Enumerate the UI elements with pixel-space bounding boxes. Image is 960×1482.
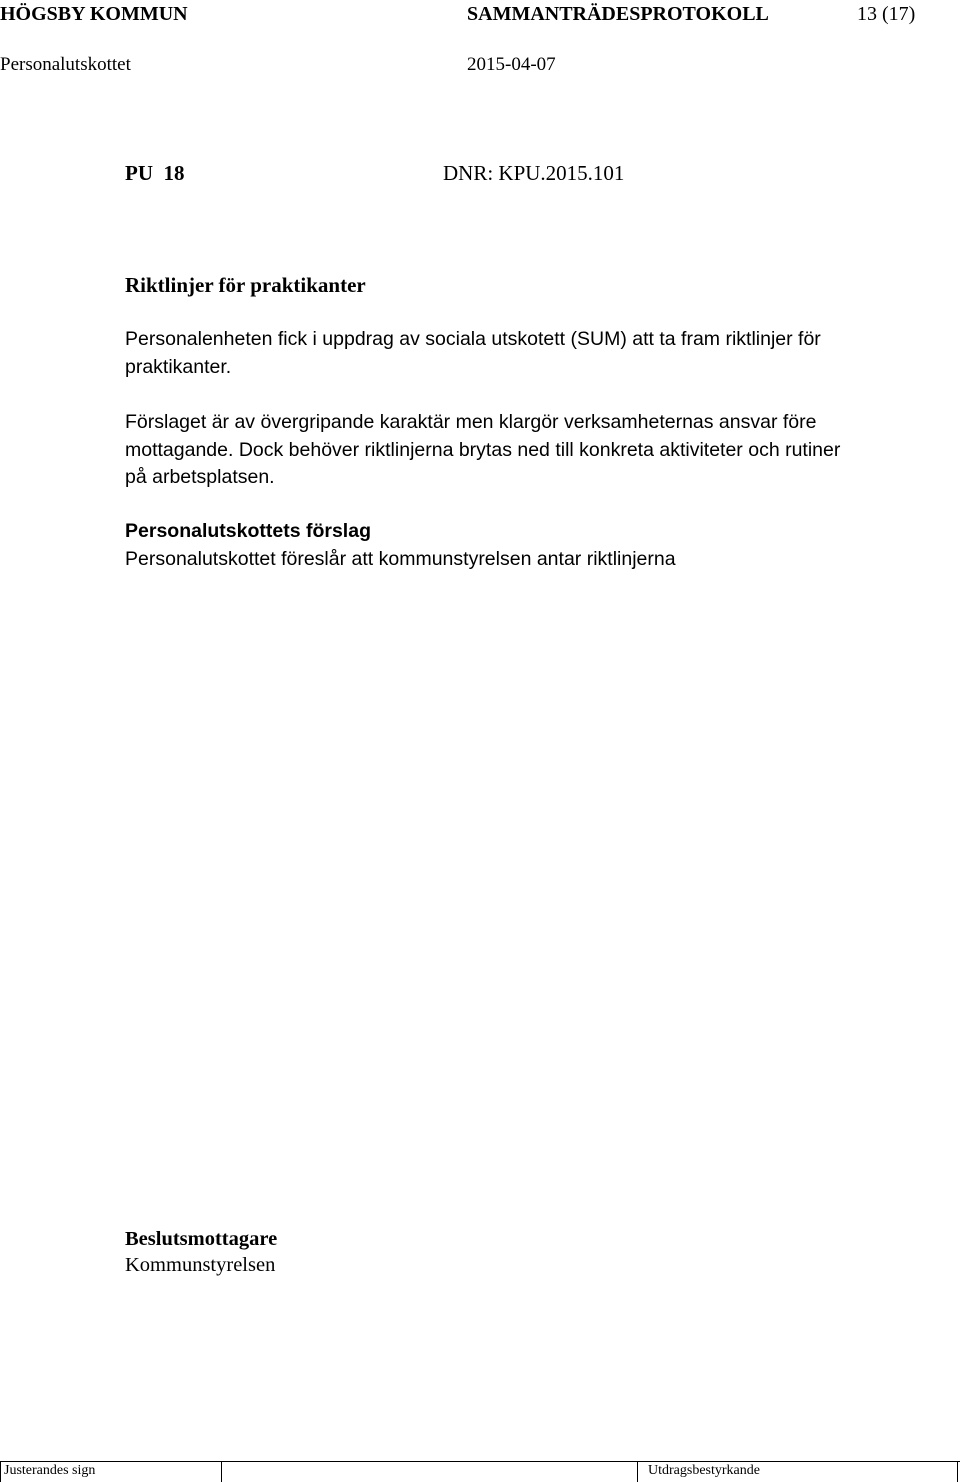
footer-cell-border — [637, 1461, 638, 1482]
section-title: Riktlinjer för praktikanter — [125, 273, 366, 297]
footer-cell-border — [0, 1461, 1, 1482]
committee-name: Personalutskottet — [0, 54, 131, 75]
footer-justerandes-sign: Justerandes sign — [4, 1463, 96, 1478]
proposal-heading: Personalutskottets förslag — [125, 520, 371, 542]
footer-utdragsbestyrkande: Utdragsbestyrkande — [648, 1463, 760, 1478]
paragraph-1: Personalenheten fick i uppdrag av sociala utskotett (SUM) att ta fram riktlinjer för praktikanter. — [125, 328, 821, 378]
meeting-date: 2015-04-07 — [467, 54, 556, 75]
proposal-text: Personalutskottet föreslår att kommunstyrelsen antar riktlinjerna — [125, 548, 676, 570]
footer-cell-border — [957, 1461, 958, 1482]
recipients-value: Kommunstyrelsen — [125, 1254, 276, 1276]
page-number: 13 (17) — [857, 3, 916, 25]
dnr-reference: DNR: KPU.2015.101 — [443, 161, 625, 185]
footer-divider — [0, 1461, 960, 1462]
municipality-name: HÖGSBY KOMMUN — [0, 3, 188, 25]
paragraph-2: Förslaget är av övergripande karaktär men klargör verksamheternas ansvar före mottagande. Dock behöver riktlinjerna brytas ned till konkreta aktiviteter och rutiner på arbetsplatsen. — [125, 411, 841, 488]
paragraph-number: PU 18 — [125, 161, 185, 185]
document-type: SAMMANTRÄDESPROTOKOLL — [467, 3, 769, 25]
recipients-heading: Beslutsmottagare — [125, 1228, 278, 1250]
footer-cell-border — [221, 1461, 222, 1482]
